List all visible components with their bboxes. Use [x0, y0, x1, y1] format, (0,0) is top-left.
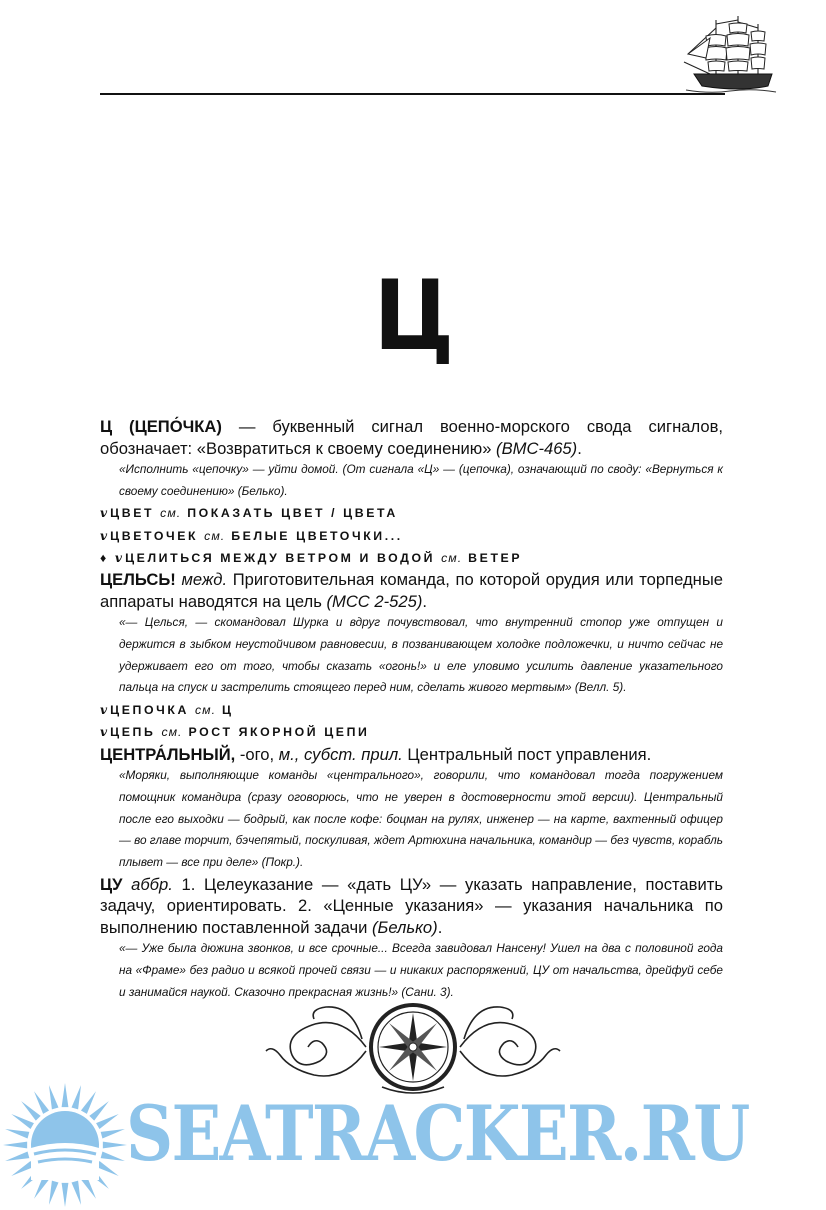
entry-grammar: м., субст. прил.	[278, 744, 403, 764]
sun-ray	[81, 1091, 96, 1114]
header-rule	[100, 93, 725, 95]
entry-definition	[100, 416, 723, 459]
crossref-see: см.	[204, 528, 226, 543]
entry-tail: .	[437, 917, 443, 937]
entry-headword: Ц (ЦЕПО́ЧКА)	[100, 417, 222, 436]
sun-ray	[5, 1151, 29, 1161]
watermark-logo-text: SEATRACKER.RU	[126, 1089, 749, 1178]
entry-v-mark: v	[100, 724, 108, 740]
sun-ray	[11, 1161, 34, 1176]
sun-ray	[11, 1114, 34, 1129]
entry-text: — буквенный сигнал военно-морского свода сигналов, обозначает: «Возвратиться к своему соединению»	[100, 417, 724, 458]
entry-v-mark: v	[114, 550, 123, 565]
sun-ray	[62, 1083, 69, 1107]
section-letter: Ц	[373, 260, 453, 372]
sun-ray	[101, 1129, 125, 1139]
sun-ray	[103, 1142, 127, 1149]
crossref-target: БЕЛЫЕ ЦВЕТОЧКИ...	[231, 528, 403, 543]
sailing-ship-icon	[680, 14, 780, 98]
dictionary-entries	[100, 416, 723, 1003]
entry-crossref	[100, 721, 723, 743]
entry-source: (Белько)	[372, 917, 438, 937]
crossref-target: Ц	[222, 703, 234, 718]
entry-definition	[100, 874, 723, 939]
sun-ray	[62, 1183, 69, 1207]
crossref-target: ПОКАЗАТЬ ЦВЕТ / ЦВЕТА	[187, 506, 398, 521]
crossref-target: ВЕТЕР	[468, 551, 523, 565]
sun-ray	[71, 1181, 81, 1205]
entry-definition	[100, 569, 723, 612]
entry-text: Центральный пост управления.	[402, 744, 652, 764]
entry-source: (ВМС-465)	[496, 438, 578, 458]
crossref-head: ЦЕЛИТЬСЯ МЕЖДУ ВЕТРОМ И ВОДОЙ	[125, 551, 436, 565]
entry-quote: «— Уже была дюжина звонков, и все срочные... Всегда завидовал Нансену! Ушел на два с половиной года на «Фраме» без радио и всякой прочей связи — и никаких распоряжений, ЦУ от начальства, дрейфуй себе и занимайся наукой. Сказочно прекрасная жизнь!» (Сани. 3).	[119, 941, 723, 999]
entry-quote: «— Целься, — скомандовал Шурка и вдруг почувствовал, что внутренний стопор уже отпущен и держится в зыбком неустойчивом равновесии, в позванивающем холодке подложечки, и ничто сейчас не удерживает его от того, чтобы сказать «огонь!» и еле уловимо усилить давление указательного пальца на спуск и застрелить стоящего перед ним, сделать живого мертвым» (Велл. 5).	[119, 615, 723, 695]
entry-grammar: аббр.	[122, 874, 173, 894]
entry-text: Приготовительная команда, по которой орудия или торпедные аппараты наводятся на цель	[100, 570, 723, 611]
entry-headword: ЦЕЛЬСЬ!	[100, 570, 176, 590]
sun-ray	[89, 1101, 108, 1120]
entry-quote: «Исполнить «цепочку» — уйти домой. (От сигнала «Ц» — (цепочка), означающий по своду: «Вернуться к своему соединению» (Белько).	[119, 462, 723, 498]
crossref-see: см.	[161, 725, 183, 740]
entry-v-mark: v	[100, 702, 108, 718]
sun-ray	[5, 1129, 29, 1139]
crossref-target: РОСТ ЯКОРНОЙ ЦЕПИ	[188, 725, 370, 740]
sun-ray	[101, 1151, 125, 1161]
entry-definition	[100, 744, 723, 766]
entry-quote: «Моряки, выполняющие команды «центрального», говорили, что командовал тогда погружением помощник командира (сразу оговорюсь, что не уверен в достоверности этой версии). Центральный после его выходки — бодрый, как после кофе: боцман на рулях, инженер — на карте, вахтенный офицер — во главе торчит, бэчепятый, поскуливая, ждет Артюхина начальника, командир — без чувств, корабль плывет — все при деле» (Покр.).	[119, 768, 723, 870]
sun-ray	[21, 1101, 40, 1120]
entry-tail: .	[577, 438, 582, 458]
sun-ray	[34, 1091, 49, 1114]
entry-text: 1. Целеуказание — «дать ЦУ» — указать направление, поставить задачу, ориентировать. 2. «Ценные указания» — указания начальника по выполнению поставленной задачи	[100, 874, 723, 937]
entry-crossref	[100, 547, 723, 569]
entry-crossref	[100, 502, 723, 524]
compass-rose-icon	[262, 995, 564, 1100]
entry-source: (МСС 2-525)	[326, 591, 423, 611]
sun-ray	[96, 1114, 119, 1129]
entry-headword: ЦЕНТРА́ЛЬНЫЙ,	[100, 744, 236, 764]
sun-ray	[71, 1085, 81, 1109]
crossref-see: см.	[195, 703, 217, 718]
crossref-see: см.	[160, 506, 182, 521]
sun-ray	[3, 1142, 27, 1149]
entry-crossref	[100, 699, 723, 721]
sun-ray	[96, 1161, 119, 1176]
sun-logo-icon	[0, 1080, 130, 1210]
sun-ray	[49, 1181, 59, 1205]
entry-v-mark: v	[100, 527, 108, 543]
crossref-head: ЦЕПЬ	[110, 725, 156, 740]
entry-inflection: -ого,	[235, 744, 279, 764]
entry-grammar: межд.	[175, 570, 228, 590]
sun-ray	[49, 1085, 59, 1109]
entry-tail: .	[422, 591, 427, 611]
crossref-see: см.	[441, 551, 463, 565]
crossref-head: ЦВЕТ	[110, 506, 155, 521]
crossref-head: ЦВЕТОЧЕК	[110, 528, 199, 543]
crossref-head: ЦЕПОЧКА	[110, 703, 189, 718]
entry-v-mark: v	[100, 505, 108, 521]
entry-crossref	[100, 525, 723, 547]
entry-headword: ЦУ	[100, 874, 123, 894]
diamond-mark: ♦	[100, 551, 115, 565]
